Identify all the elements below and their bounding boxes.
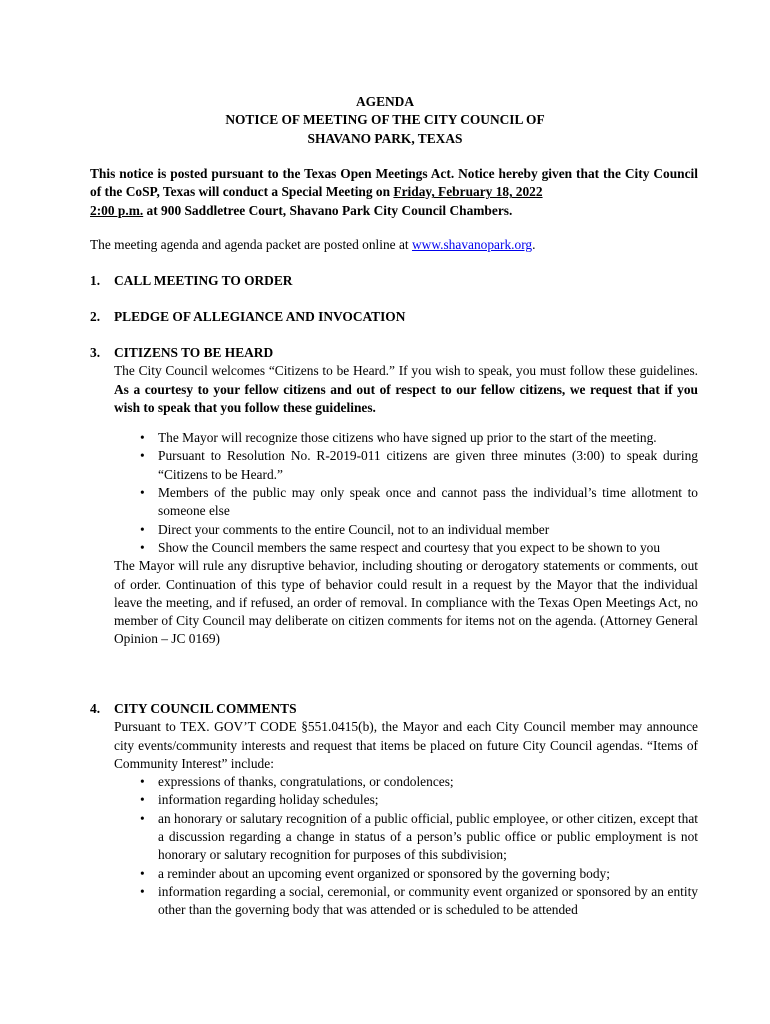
list-item-text: Members of the public may only speak once and cannot pass the individual’s time allotment to someone else [158, 485, 698, 519]
list-item-text: an honorary or salutary recognition of a public official, public employee, or other citizen, except that a discussion regarding a change in status of a person’s public office or public employment is not honorary or salutary recognition for purposes of this subdivision; [158, 810, 698, 863]
citizens-intro-bold: As a courtesy to your fellow citizens and out of respect to our fellow citizens, we request that if you wish to speak that you follow these guidelines. [114, 381, 698, 415]
meeting-date: Friday, February 18, 2022 [393, 184, 543, 200]
list-item [114, 539, 698, 557]
list-item-text: Pursuant to Resolution No. R-2019-011 citizens are given three minutes (3:00) to speak during “Citizens to be Heard.” [158, 448, 698, 482]
item-title: CALL MEETING TO ORDER [114, 273, 293, 288]
list-item-text: expressions of thanks, congratulations, or condolences; [158, 774, 454, 790]
item-title: CITY COUNCIL COMMENTS [114, 701, 297, 716]
list-item [114, 810, 698, 865]
list-item-text: Direct your comments to the entire Council, not to an individual member [158, 521, 550, 537]
agenda-title: AGENDA [355, 94, 415, 109]
item-number: 4. [90, 701, 101, 716]
list-item [114, 791, 698, 809]
list-item [114, 484, 698, 521]
website-link[interactable]: www.shavanopark.org [411, 237, 533, 252]
meeting-time: 2:00 p.m. [90, 202, 144, 218]
item-number: 1. [90, 273, 101, 288]
community-interest [114, 773, 698, 919]
list-item [114, 883, 698, 920]
agenda-header [0, 93, 770, 148]
item-heading [90, 308, 698, 326]
bullet-icon: • [140, 883, 145, 899]
online-text: The meeting agenda and agenda packet are posted online at [90, 237, 412, 252]
notice-title: NOTICE OF MEETING OF THE CITY COUNCIL OF [225, 112, 545, 128]
item-title: CITIZENS TO BE HEARD [114, 345, 274, 360]
guidelines-list [114, 429, 698, 557]
item-number: 3. [90, 345, 101, 360]
agenda-item-1 [90, 272, 698, 290]
citizens-intro [114, 362, 698, 417]
list-item-text: The Mayor will recognize those citizens who have signed up prior to the start of the meeting. [158, 430, 657, 446]
list-item-text: information regarding holiday schedules; [158, 792, 379, 808]
list-item [114, 773, 698, 791]
online-end: . [532, 237, 536, 252]
bullet-icon: • [140, 521, 145, 537]
citizens-closing: The Mayor will rule any disruptive behavior, including shouting or derogatory statements or comments, out of order. Continuation of this type of behavior could result in a request by the Mayor that the individual leave the meeting, and if refused, an order of removal. In compliance with the Texas Open Meetings Act, no member of City Council may deliberate on citizen comments for items not on the agenda. (Attorney General Opinion – JC 0169) [114, 558, 698, 647]
list-item [114, 521, 698, 539]
city-title: SHAVANO PARK, TEXAS [307, 130, 463, 146]
bullet-icon: • [140, 448, 145, 464]
list-item-text: Show the Council members the same respect and courtesy that you expect to be shown to you [158, 539, 661, 555]
bullet-icon: • [140, 865, 145, 881]
citizens-intro-text: The City Council welcomes “Citizens to be Heard.” If you wish to speak, you must follow these guidelines. [114, 363, 698, 379]
list-item [114, 865, 698, 883]
citizens-guidelines [114, 429, 698, 557]
council-intro: Pursuant to TEX. GOV’T CODE §551.0415(b), the Mayor and each City Council member may announce city events/community interests and request that items be placed on future City Council agendas. “Items of Community Interest” include: [114, 719, 698, 771]
meeting-notice [90, 165, 698, 220]
agenda-item-2 [90, 308, 698, 326]
bullet-icon: • [140, 430, 145, 446]
bullet-icon: • [140, 810, 145, 826]
item-number: 2. [90, 309, 101, 324]
list-item-text: a reminder about an upcoming event organized or sponsored by the governing body; [158, 865, 610, 881]
item-heading [90, 700, 698, 718]
bullet-icon: • [140, 485, 145, 501]
list-item [114, 447, 698, 484]
notice-text-b: at 900 Saddletree Court, Shavano Park City Council Chambers. [143, 202, 513, 218]
online-notice [90, 236, 698, 254]
item-heading [90, 272, 698, 290]
bullet-icon: • [140, 539, 145, 555]
item-title: PLEDGE OF ALLEGIANCE AND INVOCATION [114, 309, 406, 324]
list-item-text: information regarding a social, ceremonial, or community event organized or sponsored by an entity other than the governing body that was attended or is scheduled to be attended [158, 883, 698, 918]
agenda-item-3 [90, 344, 698, 649]
bullet-icon: • [140, 774, 145, 790]
interest-list [114, 773, 698, 919]
item-heading [90, 344, 698, 362]
notice-text-a: This notice is posted pursuant to the Texas Open Meetings Act. Notice hereby given that the City Council of the CoSP, Texas will conduct a Special Meeting on [90, 166, 698, 200]
agenda-item-4 [90, 700, 698, 920]
bullet-icon: • [140, 792, 145, 808]
list-item [114, 429, 698, 447]
